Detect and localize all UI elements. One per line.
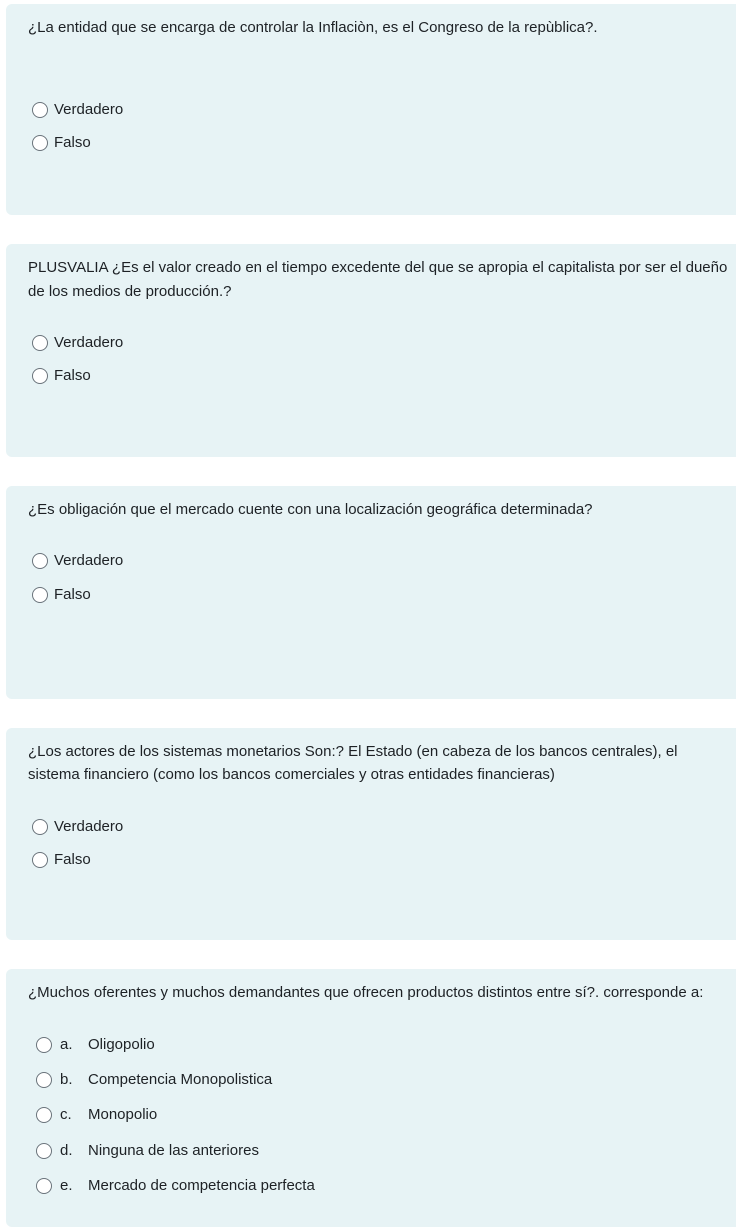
- radio-button[interactable]: [36, 1107, 52, 1123]
- option-verdadero[interactable]: [32, 332, 123, 354]
- option-verdadero[interactable]: [32, 99, 123, 121]
- radio-button[interactable]: [36, 1143, 52, 1159]
- option-verdadero[interactable]: [32, 816, 123, 838]
- option-label: Verdadero: [54, 818, 124, 835]
- question-card-3: [6, 486, 736, 699]
- option-label: Falso: [54, 367, 91, 384]
- option-falso[interactable]: [32, 365, 91, 387]
- option-a[interactable]: [36, 1034, 155, 1056]
- question-text: ¿Muchos oferentes y muchos demandantes que ofrecen productos distintos entre sí?. corresponde a:: [28, 984, 704, 1001]
- option-label: Falso: [54, 134, 91, 151]
- option-letter: e.: [60, 1177, 73, 1194]
- question-text: ¿La entidad que se encarga de controlar la Inflaciòn, es el Congreso de la repùblica?.: [28, 19, 598, 36]
- radio-button[interactable]: [32, 368, 48, 384]
- option-label: Verdadero: [54, 552, 124, 569]
- question-text-line2: de los medios de producción.?: [28, 283, 232, 300]
- option-falso[interactable]: [32, 132, 91, 154]
- option-letter: b.: [60, 1071, 73, 1088]
- question-card-2: [6, 244, 736, 457]
- radio-button[interactable]: [36, 1072, 52, 1088]
- option-c[interactable]: [36, 1104, 157, 1126]
- radio-button[interactable]: [36, 1037, 52, 1053]
- option-verdadero[interactable]: [32, 550, 123, 572]
- question-text: ¿Es obligación que el mercado cuente con una localización geográfica determinada?: [28, 501, 593, 518]
- option-b[interactable]: [36, 1069, 272, 1091]
- radio-button[interactable]: [32, 102, 48, 118]
- option-letter: a.: [60, 1036, 73, 1053]
- radio-button[interactable]: [32, 587, 48, 603]
- option-label: Verdadero: [54, 101, 124, 118]
- option-letter: c.: [60, 1106, 72, 1123]
- question-card-1: [6, 4, 736, 215]
- radio-button[interactable]: [32, 819, 48, 835]
- option-falso[interactable]: [32, 584, 91, 606]
- option-e[interactable]: [36, 1175, 315, 1197]
- radio-button[interactable]: [32, 135, 48, 151]
- question-card-4: [6, 728, 736, 940]
- radio-button[interactable]: [36, 1178, 52, 1194]
- option-falso[interactable]: [32, 849, 91, 871]
- question-text: ¿Los actores de los sistemas monetarios Son:? El Estado (en cabeza de los bancos centrales), el sistema financiero (como los bancos comerciales y otras entidades financieras): [28, 743, 678, 783]
- option-d[interactable]: [36, 1140, 259, 1162]
- question-text: PLUSVALIA ¿Es el valor creado en el tiempo excedente del que se apropia el capitalista por ser el dueño: [28, 259, 728, 276]
- radio-button[interactable]: [32, 335, 48, 351]
- option-label: Ninguna de las anteriores: [88, 1142, 259, 1159]
- option-label: Falso: [54, 851, 91, 868]
- option-label: Competencia Monopolistica: [88, 1071, 273, 1088]
- option-label: Monopolio: [88, 1106, 158, 1123]
- option-label: Falso: [54, 586, 91, 603]
- option-label: Oligopolio: [88, 1036, 155, 1053]
- radio-button[interactable]: [32, 553, 48, 569]
- option-letter: d.: [60, 1142, 73, 1159]
- question-card-5: [6, 969, 736, 1227]
- radio-button[interactable]: [32, 852, 48, 868]
- option-label: Verdadero: [54, 334, 124, 351]
- option-label: Mercado de competencia perfecta: [88, 1177, 315, 1194]
